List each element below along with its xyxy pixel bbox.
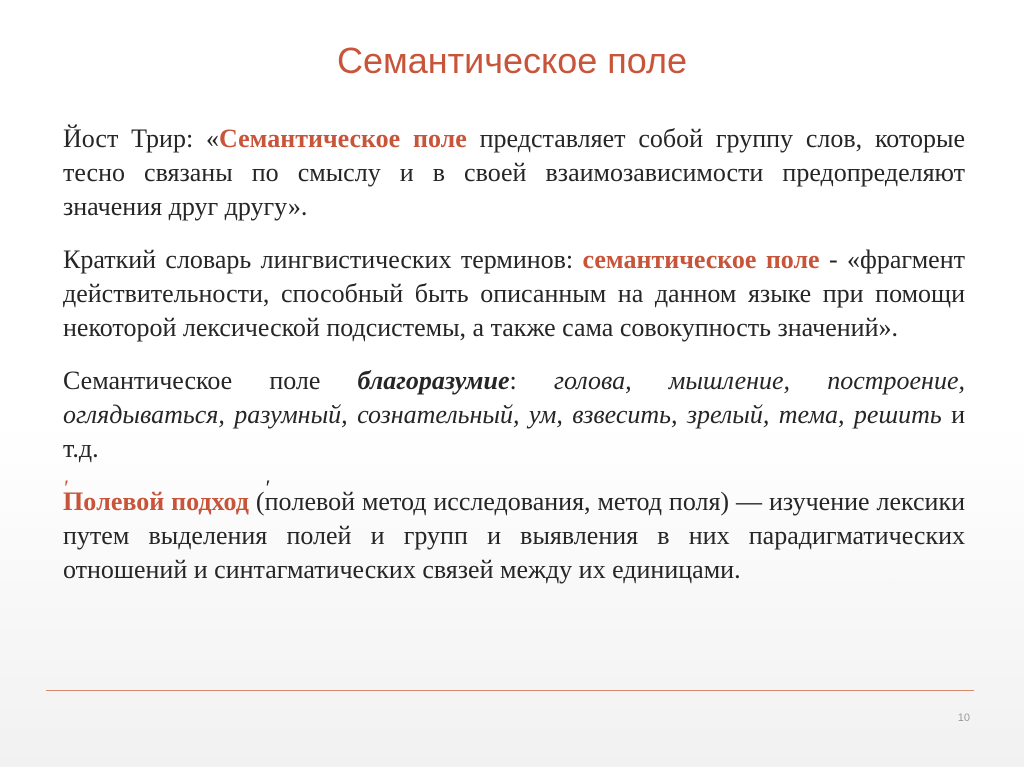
trier-prefix: Йост Трир: «	[63, 124, 220, 153]
footer-divider	[46, 690, 974, 691]
prudence-term: благоразумие	[357, 366, 510, 395]
prudence-prefix: Семантическое поле	[63, 366, 358, 395]
dictionary-prefix: Краткий словарь лингвистических терминов:	[63, 245, 583, 274]
paragraph-trier-definition	[63, 122, 965, 224]
field-approach-open: (	[248, 487, 265, 516]
paragraph-dictionary-definition	[63, 243, 965, 345]
dictionary-term: семантическое поле	[582, 245, 820, 274]
dictionary-definition-text: - «фрагмент действительности, способный быть описанным на данном языке при помощи некоторой лексической подсистемы, а также сама совокупность значений».	[63, 245, 965, 342]
field-approach-term: левой подход	[96, 487, 249, 516]
paragraph-prudence-example	[63, 364, 965, 466]
trier-definition-text: представляет собой группу слов, которые тесно связаны по смыслу и в своей взаимозависимости предопределяют значения друг другу».	[63, 124, 965, 221]
prudence-examples: голова, мышление, построение, оглядываться, разумный, сознательный, ум, взвесить, зрелый, тема, решить	[63, 366, 965, 429]
slide-title: Семантическое поле	[337, 40, 687, 81]
prudence-suffix: и т.д.	[63, 400, 965, 463]
page-number: 10	[957, 712, 970, 724]
field-approach-stressed: По ′	[63, 485, 96, 519]
trier-term: Семантическое поле	[219, 124, 467, 153]
prudence-colon: :	[509, 366, 554, 395]
field-method-stressed: по ′	[265, 485, 292, 519]
paragraph-field-approach	[63, 485, 965, 587]
field-approach-text: левой метод исследования, метод поля) — изучение лексики путем выделения полей и групп и выявления в них парадигматических отношений и синтагматических связей между их единицами.	[63, 487, 965, 584]
slide-content	[63, 122, 965, 606]
